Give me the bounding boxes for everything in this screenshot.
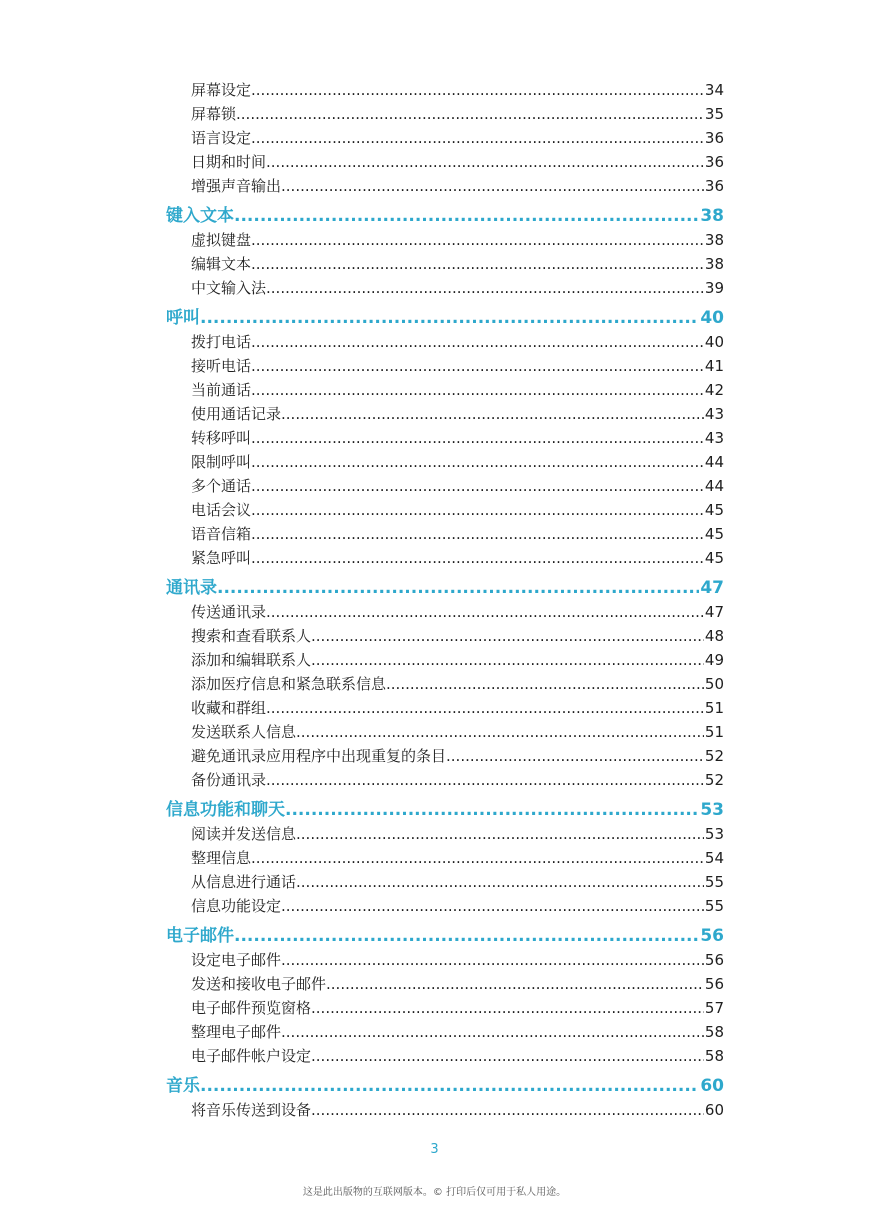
toc-page-number: 60 bbox=[704, 1101, 724, 1119]
toc-section-heading[interactable] bbox=[166, 924, 724, 948]
toc-entry-title: 当前通话 bbox=[191, 381, 252, 399]
dot-leader bbox=[281, 1020, 704, 1044]
toc-entry[interactable] bbox=[166, 522, 724, 546]
toc-page-number: 38 bbox=[700, 206, 724, 226]
toc-entry[interactable] bbox=[166, 1020, 724, 1044]
toc-entry-title: 中文输入法 bbox=[191, 279, 267, 297]
dot-leader bbox=[234, 204, 699, 228]
toc-entry-title: 转移呼叫 bbox=[191, 429, 252, 447]
toc-page-number: 53 bbox=[700, 800, 724, 820]
toc-page-number: 34 bbox=[704, 81, 724, 99]
dot-leader bbox=[251, 378, 704, 402]
toc-entry[interactable] bbox=[166, 870, 724, 894]
toc-entry-title: 发送联系人信息 bbox=[191, 723, 297, 741]
toc-page-number: 41 bbox=[704, 357, 724, 375]
toc-entry-title: 限制呼叫 bbox=[191, 453, 252, 471]
toc-entry[interactable] bbox=[166, 768, 724, 792]
toc-entry-title: 添加和编辑联系人 bbox=[191, 651, 312, 669]
toc-page-number: 36 bbox=[704, 177, 724, 195]
toc-entry[interactable] bbox=[166, 354, 724, 378]
toc-entry[interactable] bbox=[166, 744, 724, 768]
dot-leader bbox=[251, 330, 704, 354]
toc-entry-title: 语音信箱 bbox=[191, 525, 252, 543]
dot-leader bbox=[296, 822, 704, 846]
dot-leader bbox=[251, 126, 704, 150]
toc-entry-title: 编辑文本 bbox=[191, 255, 252, 273]
toc-entry[interactable] bbox=[166, 378, 724, 402]
dot-leader bbox=[251, 522, 704, 546]
dot-leader bbox=[311, 648, 704, 672]
dot-leader bbox=[266, 600, 704, 624]
toc-page-number: 44 bbox=[704, 453, 724, 471]
toc-entry-title: 设定电子邮件 bbox=[191, 951, 282, 969]
toc-entry[interactable] bbox=[166, 720, 724, 744]
toc-entry[interactable] bbox=[166, 78, 724, 102]
toc-page-number: 55 bbox=[704, 897, 724, 915]
dot-leader bbox=[266, 768, 704, 792]
toc-page-number: 42 bbox=[704, 381, 724, 399]
footer-note: 这是此出版物的互联网版本。© 打印后仅可用于私人用途。 bbox=[302, 1187, 567, 1198]
toc-page-number: 47 bbox=[700, 578, 724, 598]
dot-leader bbox=[200, 306, 699, 330]
toc-entry-title: 信息功能设定 bbox=[191, 897, 282, 915]
toc-entry[interactable] bbox=[166, 174, 724, 198]
toc-page-number: 51 bbox=[704, 723, 724, 741]
toc-entry-title: 通讯录 bbox=[166, 578, 217, 598]
toc-page-number: 49 bbox=[704, 651, 724, 669]
toc-entry-title: 音乐 bbox=[166, 1076, 200, 1096]
dot-leader bbox=[296, 870, 704, 894]
toc-page-number: 45 bbox=[704, 525, 724, 543]
toc-section-heading[interactable] bbox=[166, 576, 724, 600]
toc-page-number: 52 bbox=[704, 771, 724, 789]
toc-page-number: 45 bbox=[704, 501, 724, 519]
toc-section-heading[interactable] bbox=[166, 306, 724, 330]
toc-entry[interactable] bbox=[166, 102, 724, 126]
toc-entry[interactable] bbox=[166, 402, 724, 426]
dot-leader bbox=[281, 948, 704, 972]
toc-page-number: 51 bbox=[704, 699, 724, 717]
toc-entry[interactable] bbox=[166, 822, 724, 846]
toc-entry-title: 多个通话 bbox=[191, 477, 252, 495]
dot-leader bbox=[200, 1074, 699, 1098]
toc-entry-title: 阅读并发送信息 bbox=[191, 825, 297, 843]
toc-entry[interactable] bbox=[166, 276, 724, 300]
toc-page-number: 40 bbox=[704, 333, 724, 351]
toc-entry-title: 紧急呼叫 bbox=[191, 549, 252, 567]
toc-entry[interactable] bbox=[166, 546, 724, 570]
dot-leader bbox=[251, 426, 704, 450]
toc-entry[interactable] bbox=[166, 672, 724, 696]
toc-entry-title: 语言设定 bbox=[191, 129, 252, 147]
dot-leader bbox=[236, 102, 704, 126]
dot-leader bbox=[266, 150, 704, 174]
toc-entry[interactable] bbox=[166, 450, 724, 474]
toc-entry-title: 电话会议 bbox=[191, 501, 252, 519]
dot-leader bbox=[326, 972, 704, 996]
toc-entry-title: 收藏和群组 bbox=[191, 699, 267, 717]
toc-entry[interactable] bbox=[166, 972, 724, 996]
dot-leader bbox=[251, 498, 704, 522]
dot-leader bbox=[251, 546, 704, 570]
toc-page-number: 43 bbox=[704, 405, 724, 423]
toc-page-number: 58 bbox=[704, 1023, 724, 1041]
toc-entry-title: 电子邮件帐户设定 bbox=[191, 1047, 312, 1065]
dot-leader bbox=[251, 474, 704, 498]
dot-leader bbox=[296, 720, 704, 744]
toc-entry[interactable] bbox=[166, 1044, 724, 1068]
toc-page-number: 36 bbox=[704, 129, 724, 147]
dot-leader bbox=[311, 624, 704, 648]
toc-entry[interactable] bbox=[166, 894, 724, 918]
dot-leader bbox=[311, 1044, 704, 1068]
toc-page-number: 56 bbox=[704, 951, 724, 969]
toc-entry-title: 呼叫 bbox=[166, 308, 200, 328]
toc-page-number: 39 bbox=[704, 279, 724, 297]
toc-page-number: 52 bbox=[704, 747, 724, 765]
dot-leader bbox=[251, 846, 704, 870]
dot-leader bbox=[311, 1098, 704, 1122]
toc-entry[interactable] bbox=[166, 1098, 724, 1122]
toc-entry-title: 发送和接收电子邮件 bbox=[191, 975, 327, 993]
toc-entry-title: 信息功能和聊天 bbox=[166, 800, 285, 820]
toc-page-number: 58 bbox=[704, 1047, 724, 1065]
toc-entry[interactable] bbox=[166, 600, 724, 624]
toc-entry-title: 使用通话记录 bbox=[191, 405, 282, 423]
toc-entry-title: 整理信息 bbox=[191, 849, 252, 867]
toc-entry[interactable] bbox=[166, 126, 724, 150]
toc-entry-title: 拨打电话 bbox=[191, 333, 252, 351]
toc-entry-title: 从信息进行通话 bbox=[191, 873, 297, 891]
toc-entry[interactable] bbox=[166, 624, 724, 648]
toc-entry[interactable] bbox=[166, 498, 724, 522]
toc-page-number: 55 bbox=[704, 873, 724, 891]
dot-leader bbox=[266, 276, 704, 300]
toc-page-number: 40 bbox=[700, 308, 724, 328]
toc-page-number: 57 bbox=[704, 999, 724, 1017]
toc-entry[interactable] bbox=[166, 996, 724, 1020]
toc-entry-title: 搜索和查看联系人 bbox=[191, 627, 312, 645]
dot-leader bbox=[281, 174, 704, 198]
toc-entry[interactable] bbox=[166, 330, 724, 354]
toc-page-number: 53 bbox=[704, 825, 724, 843]
toc-page-number: 38 bbox=[704, 255, 724, 273]
toc-entry-title: 屏幕锁 bbox=[191, 105, 237, 123]
toc-section-heading[interactable] bbox=[166, 798, 724, 822]
dot-leader bbox=[251, 450, 704, 474]
dot-leader bbox=[251, 354, 704, 378]
dot-leader bbox=[281, 402, 704, 426]
dot-leader bbox=[234, 924, 699, 948]
toc-entry-title: 接听电话 bbox=[191, 357, 252, 375]
toc-entry-title: 避免通讯录应用程序中出现重复的条目 bbox=[191, 747, 447, 765]
toc-page-number: 35 bbox=[704, 105, 724, 123]
dot-leader bbox=[311, 996, 704, 1020]
toc-entry[interactable] bbox=[166, 846, 724, 870]
toc-entry-title: 屏幕设定 bbox=[191, 81, 252, 99]
dot-leader bbox=[251, 252, 704, 276]
toc-entry[interactable] bbox=[166, 252, 724, 276]
toc-page-number: 36 bbox=[704, 153, 724, 171]
toc-page-number: 43 bbox=[704, 429, 724, 447]
dot-leader bbox=[386, 672, 704, 696]
dot-leader bbox=[281, 894, 704, 918]
table-of-contents bbox=[166, 78, 724, 1122]
toc-entry[interactable] bbox=[166, 228, 724, 252]
toc-section-heading[interactable] bbox=[166, 1074, 724, 1098]
toc-entry-title: 电子邮件预览窗格 bbox=[191, 999, 312, 1017]
toc-page-number: 47 bbox=[704, 603, 724, 621]
dot-leader bbox=[251, 228, 704, 252]
toc-entry[interactable] bbox=[166, 696, 724, 720]
toc-page-number: 44 bbox=[704, 477, 724, 495]
toc-page-number: 38 bbox=[704, 231, 724, 249]
dot-leader bbox=[446, 744, 704, 768]
toc-page-number: 60 bbox=[700, 1076, 724, 1096]
dot-leader bbox=[251, 78, 704, 102]
toc-entry[interactable] bbox=[166, 474, 724, 498]
toc-entry-title: 添加医疗信息和紧急联系信息 bbox=[191, 675, 387, 693]
toc-page-number: 56 bbox=[700, 926, 724, 946]
toc-entry[interactable] bbox=[166, 150, 724, 174]
toc-section-heading[interactable] bbox=[166, 204, 724, 228]
toc-entry-title: 键入文本 bbox=[166, 206, 234, 226]
dot-leader bbox=[217, 576, 699, 600]
toc-entry-title: 将音乐传送到设备 bbox=[191, 1101, 312, 1119]
toc-entry-title: 传送通讯录 bbox=[191, 603, 267, 621]
toc-entry-title: 整理电子邮件 bbox=[191, 1023, 282, 1041]
page-number: 3 bbox=[430, 1142, 439, 1157]
dot-leader bbox=[266, 696, 704, 720]
toc-page-number: 50 bbox=[704, 675, 724, 693]
toc-entry-title: 日期和时间 bbox=[191, 153, 267, 171]
toc-page-number: 56 bbox=[704, 975, 724, 993]
toc-page-number: 54 bbox=[704, 849, 724, 867]
toc-entry-title: 备份通讯录 bbox=[191, 771, 267, 789]
toc-page-number: 45 bbox=[704, 549, 724, 567]
toc-entry-title: 电子邮件 bbox=[166, 926, 234, 946]
dot-leader bbox=[285, 798, 699, 822]
toc-entry[interactable] bbox=[166, 948, 724, 972]
toc-page-number: 48 bbox=[704, 627, 724, 645]
toc-entry-title: 增强声音输出 bbox=[191, 177, 282, 195]
toc-entry[interactable] bbox=[166, 426, 724, 450]
toc-entry-title: 虚拟键盘 bbox=[191, 231, 252, 249]
toc-entry[interactable] bbox=[166, 648, 724, 672]
